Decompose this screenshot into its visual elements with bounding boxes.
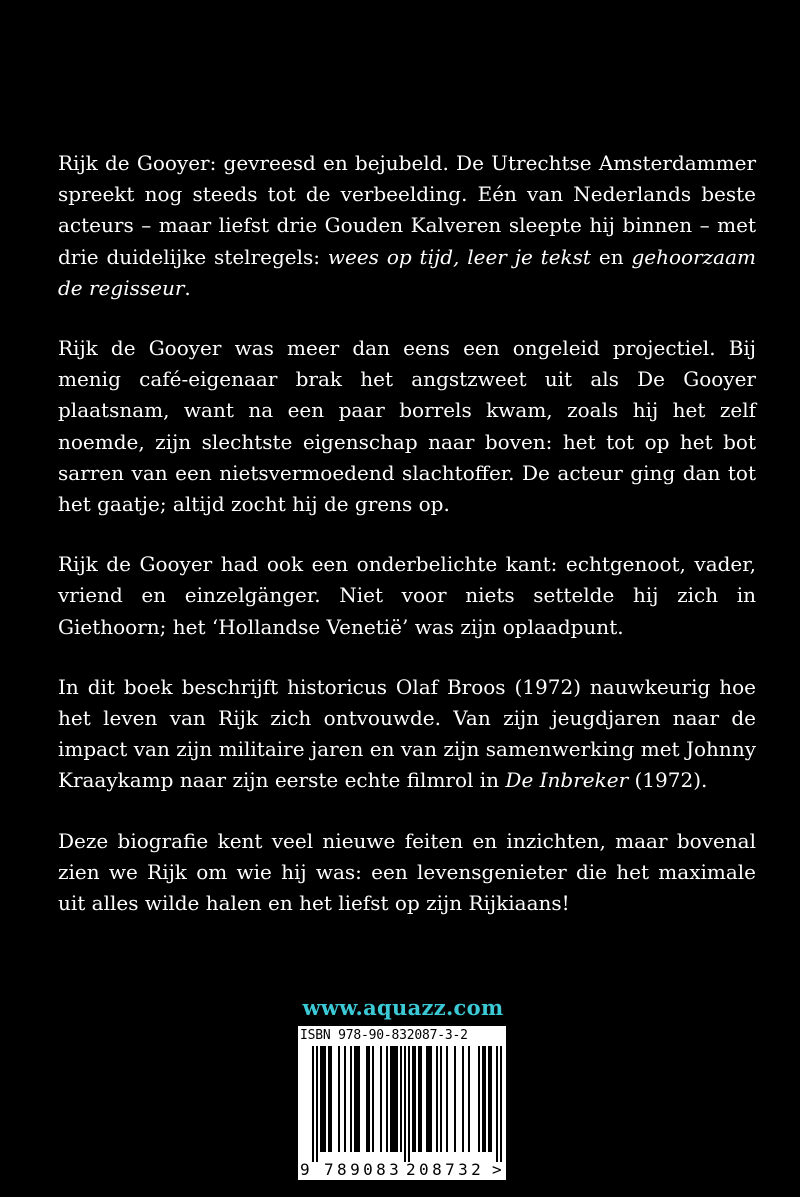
barcode-bar bbox=[414, 1046, 416, 1152]
barcode-bar bbox=[316, 1046, 318, 1162]
back-cover-blurb bbox=[58, 148, 756, 919]
barcode-bar bbox=[324, 1046, 326, 1152]
barcode-bar bbox=[400, 1046, 402, 1152]
publisher-website[interactable]: www.aquazz.com bbox=[302, 995, 504, 1020]
barcode-bar bbox=[330, 1046, 332, 1152]
barcode-bar bbox=[322, 1046, 324, 1152]
barcode-bar bbox=[394, 1046, 396, 1152]
barcode-bar bbox=[484, 1046, 486, 1152]
blurb-italic-rules: wees op tijd, leer je tekst bbox=[327, 244, 591, 269]
isbn-label: ISBN 978-90-832087-3-2 bbox=[300, 1028, 468, 1043]
barcode-bar bbox=[490, 1046, 492, 1152]
barcode-bar bbox=[358, 1046, 360, 1152]
barcode-bar bbox=[412, 1046, 414, 1152]
barcode-bar bbox=[354, 1046, 356, 1152]
ean-right-group: 208732 bbox=[406, 1160, 485, 1179]
barcode-bar bbox=[454, 1046, 456, 1152]
barcode-bar bbox=[404, 1046, 406, 1162]
ean-digits bbox=[300, 1160, 504, 1178]
barcode-bar bbox=[418, 1046, 420, 1152]
barcode-bar bbox=[430, 1046, 432, 1152]
film-title: De Inbreker bbox=[505, 768, 629, 793]
barcode-bar bbox=[312, 1046, 314, 1162]
barcode-bar bbox=[462, 1046, 464, 1152]
barcode-bar bbox=[446, 1046, 448, 1152]
barcode-bar bbox=[420, 1046, 422, 1152]
blurb-paragraph-4: In dit boek beschrijft historicus Olaf Broos (1972) nauwkeurig hoe het leven van Rijk zich ontvouwde. Van zijn jeugdjaren naar de impact van zijn militaire jaren en van zijn samenwerking met Johnny Kraaykamp naar zijn eerste echte filmrol in De Inbreker (1972). bbox=[58, 674, 756, 793]
barcode-bar bbox=[320, 1046, 322, 1152]
isbn-barcode bbox=[298, 1026, 506, 1180]
barcode-bar bbox=[372, 1046, 374, 1152]
barcode-bar bbox=[386, 1046, 388, 1152]
barcode-bar bbox=[344, 1046, 346, 1152]
blurb-paragraph-3: Rijk de Gooyer had ook een onderbelichte kant: echtgenoot, vader, vriend en einzelgänger. Niet voor niets settelde hij zich in Giethoorn; het ‘Hollandse Venetië’ was zijn oplaadpunt. bbox=[58, 552, 756, 639]
barcode-bar bbox=[328, 1046, 330, 1152]
barcode-bar bbox=[380, 1046, 382, 1152]
barcode-bars bbox=[300, 1046, 504, 1162]
barcode-bar bbox=[338, 1046, 340, 1152]
blurb-italic-rule-3: gehoorzaam de regisseur bbox=[58, 244, 756, 300]
barcode-bar bbox=[482, 1046, 484, 1152]
barcode-bar bbox=[436, 1046, 438, 1152]
barcode-bar bbox=[496, 1046, 498, 1162]
barcode-bar bbox=[428, 1046, 430, 1152]
barcode-bar bbox=[392, 1046, 394, 1152]
barcode-bar bbox=[426, 1046, 428, 1152]
barcode-bar bbox=[396, 1046, 398, 1152]
barcode-bar bbox=[500, 1046, 502, 1162]
barcode-bar bbox=[356, 1046, 358, 1152]
barcode-bar bbox=[478, 1046, 480, 1152]
ean-quiet-mark: > bbox=[492, 1160, 502, 1179]
barcode-bar bbox=[350, 1046, 352, 1152]
barcode-bar bbox=[408, 1046, 410, 1162]
barcode-bar bbox=[368, 1046, 370, 1152]
barcode-bar bbox=[488, 1046, 490, 1152]
barcode-bar bbox=[440, 1046, 442, 1152]
barcode-bar bbox=[390, 1046, 392, 1152]
barcode-bar bbox=[468, 1046, 470, 1152]
blurb-paragraph-5: Deze biografie kent veel nieuwe feiten en inzichten, maar bovenal zien we Rijk om wie hij was: een levensgenieter die het maximale uit alles wilde halen en het liefst op zijn Rijkiaans! bbox=[58, 828, 756, 916]
barcode-bar bbox=[366, 1046, 368, 1152]
ean-left-group: 789083 bbox=[324, 1160, 403, 1179]
blurb-paragraph-1: Rijk de Gooyer: gevreesd en bejubeld. De Utrechtse Amsterdammer spreekt nog steeds tot de verbeelding. Eén van Nederlands beste acteurs – maar liefst drie Gouden Kalveren sleepte hij binnen – met drie duidelijke stelregels: wees op tijd, leer je tekst en gehoorzaam de regisseur. bbox=[58, 151, 756, 300]
blurb-paragraph-2: Rijk de Gooyer was meer dan eens een ongeleid projectiel. Bij menig café-eigenaar brak het angstzweet uit als De Gooyer plaatsnam, want na een paar borrels kwam, zoals hij het zelf noemde, zijn slechtste eigenschap naar boven: het tot op het bot sarren van een nietsvermoedend slachtoffer. De acteur ging dan tot het gaatje; altijd zocht hij de grens op. bbox=[58, 336, 756, 517]
ean-first-digit: 9 bbox=[300, 1160, 310, 1179]
